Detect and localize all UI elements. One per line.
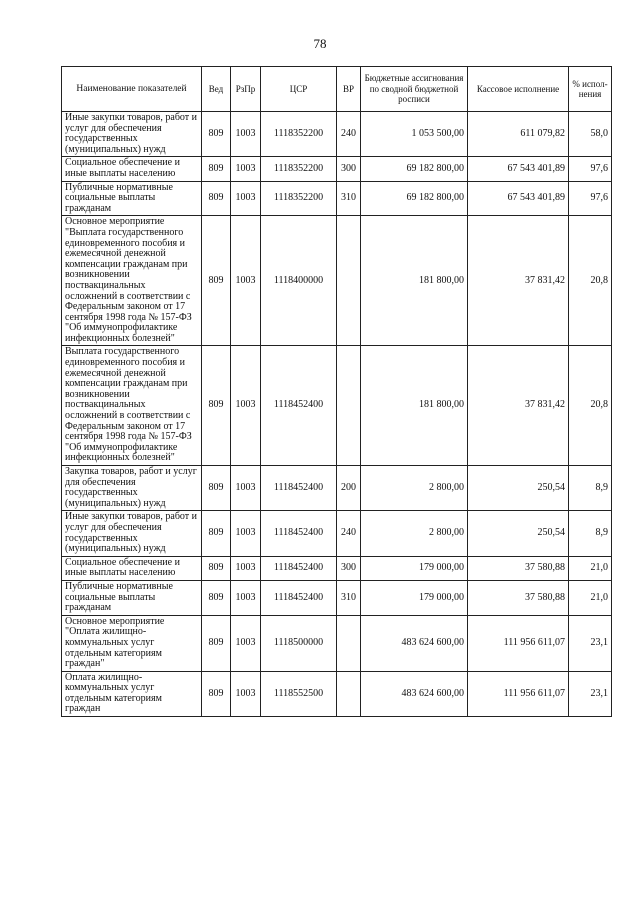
row-ved: 809 (202, 556, 231, 580)
row-vr: 310 (337, 181, 361, 216)
table-row (62, 511, 612, 556)
row-cash-execution: 37 831,42 (468, 346, 569, 466)
row-budget-allocation: 2 800,00 (361, 511, 468, 556)
row-execution-percent: 21,0 (569, 580, 612, 615)
row-csr: 1118400000 (261, 216, 337, 346)
row-cash-execution: 37 580,88 (468, 580, 569, 615)
row-budget-allocation: 181 800,00 (361, 216, 468, 346)
row-rzpr: 1003 (231, 580, 261, 615)
row-cash-execution: 67 543 401,89 (468, 157, 569, 181)
row-cash-execution: 250,54 (468, 466, 569, 511)
row-csr: 1118500000 (261, 615, 337, 671)
row-execution-percent: 20,8 (569, 216, 612, 346)
row-rzpr: 1003 (231, 112, 261, 157)
row-ved: 809 (202, 346, 231, 466)
table-row (62, 157, 612, 181)
row-budget-allocation: 181 800,00 (361, 346, 468, 466)
row-vr (337, 615, 361, 671)
row-rzpr: 1003 (231, 615, 261, 671)
table-row (62, 216, 612, 346)
header-vr: ВР (337, 67, 361, 112)
row-rzpr: 1003 (231, 181, 261, 216)
row-name: Социальное обеспечение и иные выплаты населению (62, 556, 202, 580)
row-name: Основное мероприятие "Оплата жилищно-коммунальных услуг отдельным категориям граждан" (62, 615, 202, 671)
row-cash-execution: 111 956 611,07 (468, 671, 569, 716)
row-execution-percent: 21,0 (569, 556, 612, 580)
header-ved: Вед (202, 67, 231, 112)
row-csr: 1118452400 (261, 511, 337, 556)
row-rzpr: 1003 (231, 466, 261, 511)
row-execution-percent: 8,9 (569, 511, 612, 556)
header-name: Наименование показателей (62, 67, 202, 112)
row-rzpr: 1003 (231, 671, 261, 716)
row-csr: 1118352200 (261, 181, 337, 216)
row-execution-percent: 97,6 (569, 157, 612, 181)
row-cash-execution: 111 956 611,07 (468, 615, 569, 671)
row-csr: 1118452400 (261, 580, 337, 615)
row-name: Иные закупки товаров, работ и услуг для обеспечения государственных (муниципальных) нужд (62, 511, 202, 556)
row-csr: 1118452400 (261, 556, 337, 580)
row-csr: 1118452400 (261, 466, 337, 511)
row-ved: 809 (202, 157, 231, 181)
row-ved: 809 (202, 511, 231, 556)
header-rzpr: РзПр (231, 67, 261, 112)
row-rzpr: 1003 (231, 511, 261, 556)
row-budget-allocation: 179 000,00 (361, 580, 468, 615)
row-vr (337, 216, 361, 346)
row-cash-execution: 250,54 (468, 511, 569, 556)
row-ved: 809 (202, 615, 231, 671)
row-name: Закупка товаров, работ и услуг для обеспечения государственных (муниципальных) нужд (62, 466, 202, 511)
row-budget-allocation: 2 800,00 (361, 466, 468, 511)
row-vr: 300 (337, 556, 361, 580)
header-cash-execution: Кассовое исполнение (468, 67, 569, 112)
row-budget-allocation: 483 624 600,00 (361, 671, 468, 716)
row-rzpr: 1003 (231, 556, 261, 580)
row-cash-execution: 67 543 401,89 (468, 181, 569, 216)
row-csr: 1118352200 (261, 157, 337, 181)
table-row (62, 181, 612, 216)
row-vr: 300 (337, 157, 361, 181)
budget-execution-table (61, 66, 612, 717)
header-execution-percent: % испол-нения (569, 67, 612, 112)
row-vr: 310 (337, 580, 361, 615)
row-vr (337, 671, 361, 716)
table-row (62, 615, 612, 671)
row-execution-percent: 23,1 (569, 671, 612, 716)
table-row (62, 671, 612, 716)
row-name: Иные закупки товаров, работ и услуг для обеспечения государственных (муниципальных) нужд (62, 112, 202, 157)
table-body (62, 112, 612, 717)
table-row (62, 580, 612, 615)
row-csr: 1118352200 (261, 112, 337, 157)
table-row (62, 112, 612, 157)
row-rzpr: 1003 (231, 157, 261, 181)
row-rzpr: 1003 (231, 346, 261, 466)
table-header-row (62, 67, 612, 112)
row-name: Основное мероприятие "Выплата государственного единовременного пособия и ежемесячной денежной компенсации гражданам при возникновении поствакцинальных осложнений в соответствии с Федеральным законом от 17 сентября 1998 года № 157-ФЗ "Об иммунопрофилактике инфекционных болезней" (62, 216, 202, 346)
row-budget-allocation: 69 182 800,00 (361, 157, 468, 181)
header-budget-allocations: Бюджетные ассигнования по сводной бюджетной росписи (361, 67, 468, 112)
row-name: Социальное обеспечение и иные выплаты населению (62, 157, 202, 181)
header-csr: ЦСР (261, 67, 337, 112)
row-csr: 1118452400 (261, 346, 337, 466)
page-number: 78 (313, 36, 327, 51)
row-ved: 809 (202, 181, 231, 216)
row-ved: 809 (202, 466, 231, 511)
row-budget-allocation: 483 624 600,00 (361, 615, 468, 671)
row-name: Выплата государственного единовременного пособия и ежемесячной денежной компенсации гражданам при возникновении поствакцинальных осложнений в соответствии с Федеральным законом от 17 сентября 1998 года № 157-ФЗ "Об иммунопрофилактике инфекционных болезней" (62, 346, 202, 466)
table-row (62, 346, 612, 466)
row-name: Оплата жилищно-коммунальных услуг отдельным категориям граждан (62, 671, 202, 716)
row-execution-percent: 97,6 (569, 181, 612, 216)
row-execution-percent: 20,8 (569, 346, 612, 466)
row-ved: 809 (202, 216, 231, 346)
row-name: Публичные нормативные социальные выплаты гражданам (62, 181, 202, 216)
row-vr: 200 (337, 466, 361, 511)
row-vr: 240 (337, 112, 361, 157)
table-row (62, 556, 612, 580)
row-cash-execution: 611 079,82 (468, 112, 569, 157)
row-name: Публичные нормативные социальные выплаты гражданам (62, 580, 202, 615)
row-execution-percent: 23,1 (569, 615, 612, 671)
row-csr: 1118552500 (261, 671, 337, 716)
row-ved: 809 (202, 671, 231, 716)
row-execution-percent: 8,9 (569, 466, 612, 511)
row-budget-allocation: 69 182 800,00 (361, 181, 468, 216)
row-ved: 809 (202, 112, 231, 157)
row-vr (337, 346, 361, 466)
row-vr: 240 (337, 511, 361, 556)
row-budget-allocation: 1 053 500,00 (361, 112, 468, 157)
row-budget-allocation: 179 000,00 (361, 556, 468, 580)
row-cash-execution: 37 580,88 (468, 556, 569, 580)
row-cash-execution: 37 831,42 (468, 216, 569, 346)
row-ved: 809 (202, 580, 231, 615)
row-execution-percent: 58,0 (569, 112, 612, 157)
table-row (62, 466, 612, 511)
row-rzpr: 1003 (231, 216, 261, 346)
